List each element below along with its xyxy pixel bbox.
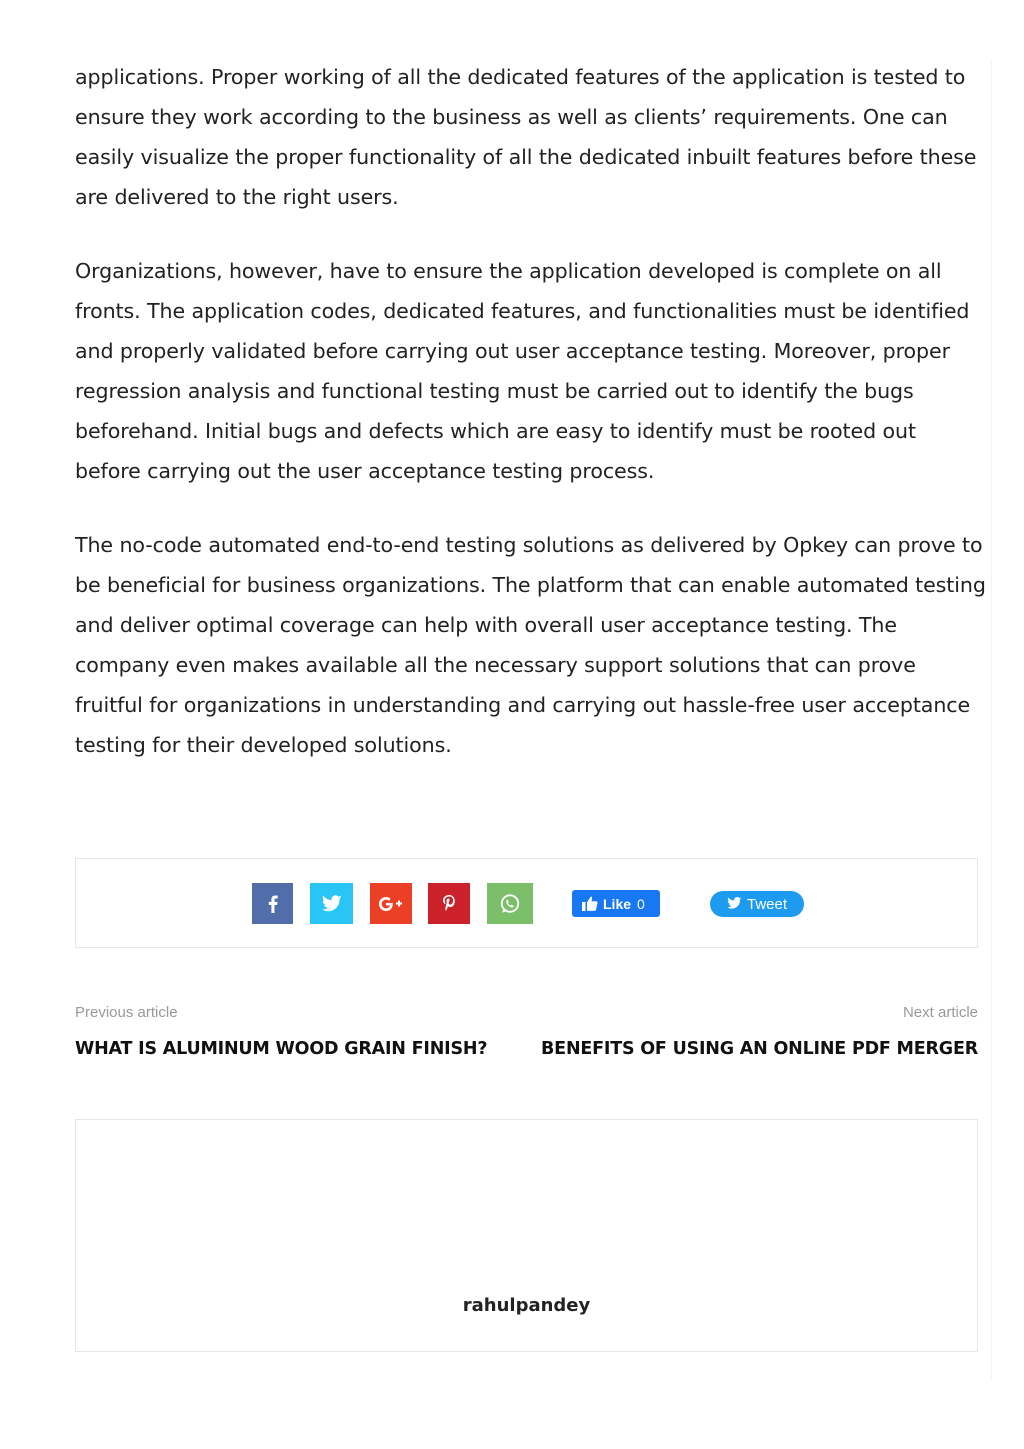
- previous-article-caption: Previous article: [75, 1004, 178, 1021]
- previous-article: [75, 1003, 487, 1059]
- facebook-like-button[interactable]: [572, 890, 660, 917]
- like-label: Like: [603, 895, 632, 912]
- pinterest-share-button[interactable]: [428, 883, 470, 924]
- whatsapp-share-button[interactable]: [487, 883, 533, 924]
- article-paragraph-3: The no-code automated end-to-end testing solutions as delivered by Opkey can prove to be beneficial for business organizations. The platform that can enable automated testing and deliver optimal coverage can help with overall user acceptance testing. The company even makes available all the necessary support solutions that can prove fruitful for organizations in understanding and carrying out hassle-free user acceptance testing for their developed solutions.: [75, 533, 986, 757]
- twitter-icon: [322, 895, 342, 912]
- tweet-label: Tweet: [746, 895, 788, 913]
- share-bar: [75, 858, 978, 948]
- article-body: [75, 57, 987, 799]
- article-paragraph-1: applications. Proper working of all the dedicated features of the application is tested to ensure they work according to the business as well as clients’ requirements. One can easily visualize the proper functionality of all the dedicated inbuilt features before these are delivered to the right users.: [75, 65, 977, 209]
- tweet-button[interactable]: [710, 891, 804, 917]
- thumbs-up-icon: [582, 896, 598, 911]
- article-paragraph-2: Organizations, however, have to ensure the application developed is complete on all fronts. The application codes, dedicated features, and functionalities must be identified and properly validated before carrying out user acceptance testing. Moreover, proper regression analysis and functional testing must be carried out to identify the bugs beforehand. Initial bugs and defects which are easy to identify must be rooted out before carrying out the user acceptance testing process.: [75, 259, 970, 483]
- facebook-icon: [268, 895, 278, 913]
- author-box: [75, 1119, 978, 1352]
- facebook-share-button[interactable]: [252, 883, 293, 924]
- next-article: [541, 1003, 978, 1059]
- google-plus-icon: [378, 896, 404, 912]
- google-plus-share-button[interactable]: [370, 883, 412, 924]
- next-article-caption: Next article: [902, 1004, 978, 1021]
- twitter-share-button[interactable]: [310, 883, 353, 924]
- content-right-divider: [991, 60, 992, 1380]
- like-count: 0: [637, 895, 645, 912]
- next-article-link[interactable]: BENEFITS OF USING AN ONLINE PDF MERGER: [541, 1039, 978, 1059]
- pinterest-icon: [443, 895, 455, 912]
- whatsapp-icon: [499, 893, 521, 915]
- author-name-link[interactable]: rahulpandey: [462, 1295, 591, 1316]
- previous-article-link[interactable]: WHAT IS ALUMINUM WOOD GRAIN FINISH?: [75, 1039, 488, 1059]
- article-navigation: [75, 1003, 978, 1073]
- twitter-bird-icon: [727, 896, 742, 913]
